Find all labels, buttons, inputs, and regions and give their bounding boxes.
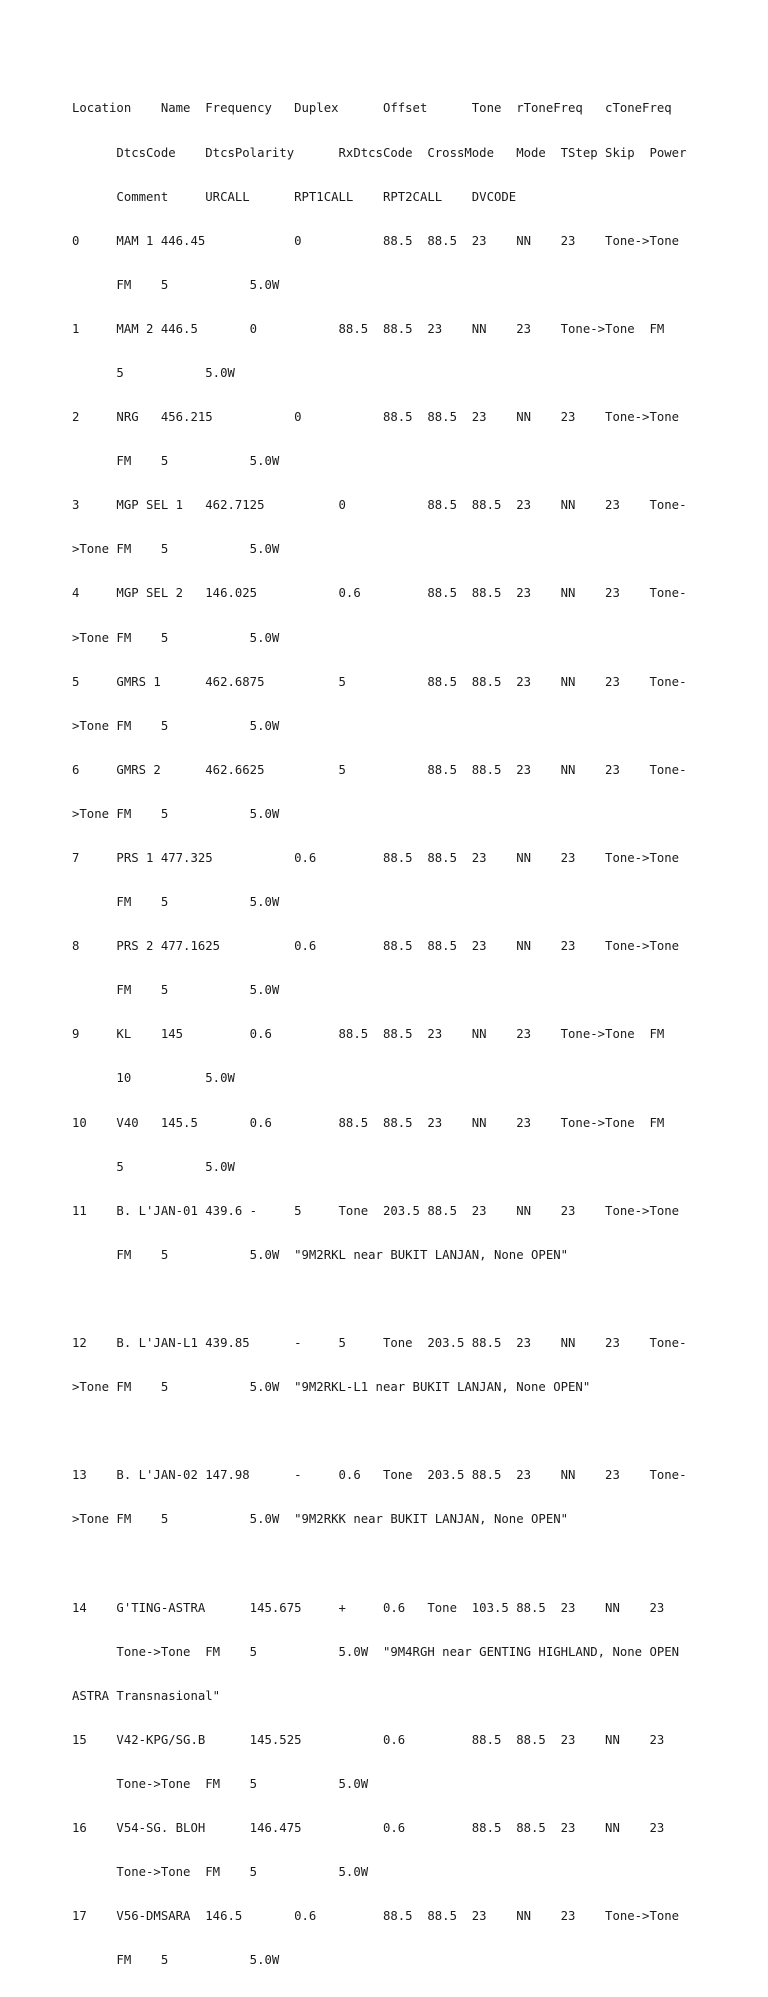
- channel-listing-text: [72, 72, 686, 1997]
- text-line: Location Name Frequency Duplex Offset Tone rToneFreq cToneFreq: [72, 101, 672, 116]
- text-line: 6 GMRS 2 462.6625 5 88.5 88.5 23 NN 23 Tone-: [72, 762, 687, 777]
- text-line: 13 B. L'JAN-02 147.98 - 0.6 Tone 203.5 88.5 23 NN 23 Tone-: [72, 1468, 687, 1483]
- text-line: 7 PRS 1 477.325 0.6 88.5 88.5 23 NN 23 Tone->Tone: [72, 851, 680, 865]
- text-line: FM 5 5.0W "9M2RKL near BUKIT LANJAN, None OPEN": [72, 1247, 569, 1262]
- text-line: 10 5.0W: [72, 1071, 235, 1086]
- text-line: 12 B. L'JAN-L1 439.85 - 5 Tone 203.5 88.5 23 NN 23 Tone-: [72, 1336, 687, 1351]
- text-line: 5 5.0W: [72, 1159, 235, 1174]
- text-line: FM 5 5.0W: [72, 277, 280, 292]
- text-line: 10 V40 145.5 0.6 88.5 88.5 23 NN 23 Tone->Tone FM: [72, 1115, 665, 1130]
- text-line: [72, 1292, 686, 1307]
- text-line: 5 GMRS 1 462.6875 5 88.5 88.5 23 NN 23 Tone-: [72, 674, 687, 689]
- text-line: 11 B. L'JAN-01 439.6 - 5 Tone 203.5 88.5 23 NN 23 Tone->Tone: [72, 1203, 680, 1218]
- text-line: FM 5 5.0W: [72, 454, 280, 469]
- text-line: 1 MAM 2 446.5 0 88.5 88.5 23 NN 23 Tone->Tone FM: [72, 321, 665, 336]
- text-line: 4 MGP SEL 2 146.025 0.6 88.5 88.5 23 NN 23 Tone-: [72, 586, 687, 601]
- text-line: >Tone FM 5 5.0W: [72, 806, 280, 821]
- text-line: 16 V54-SG. BLOH 146.475 0.6 88.5 88.5 23 NN 23: [72, 1821, 665, 1836]
- text-line: DtcsCode DtcsPolarity RxDtcsCode CrossMode Mode TStep Skip Power: [72, 145, 687, 160]
- text-line: FM 5 5.0W: [72, 1953, 280, 1968]
- text-line: Tone->Tone FM 5 5.0W: [72, 1776, 369, 1791]
- text-line: Tone->Tone FM 5 5.0W: [72, 1865, 369, 1880]
- text-line: 0 MAM 1 446.45 0 88.5 88.5 23 NN 23 Tone->Tone: [72, 233, 680, 248]
- text-line: 8 PRS 2 477.1625 0.6 88.5 88.5 23 NN 23 Tone->Tone: [72, 939, 680, 954]
- text-line: 15 V42-KPG/SG.B 145.525 0.6 88.5 88.5 23 NN 23: [72, 1732, 665, 1747]
- text-line: >Tone FM 5 5.0W: [72, 718, 280, 733]
- text-line: >Tone FM 5 5.0W "9M2RKK near BUKIT LANJAN, None OPEN": [72, 1512, 569, 1527]
- text-line: 2 NRG 456.215 0 88.5 88.5 23 NN 23 Tone->Tone: [72, 410, 680, 425]
- text-line: 5 5.0W: [72, 365, 235, 380]
- text-line: Tone->Tone FM 5 5.0W "9M4RGH near GENTING HIGHLAND, None OPEN: [72, 1644, 680, 1659]
- text-line: 17 V56-DMSARA 146.5 0.6 88.5 88.5 23 NN 23 Tone->Tone: [72, 1909, 680, 1924]
- text-line: >Tone FM 5 5.0W "9M2RKL-L1 near BUKIT LANJAN, None OPEN": [72, 1380, 591, 1395]
- text-line: FM 5 5.0W: [72, 895, 280, 910]
- text-line: 3 MGP SEL 1 462.7125 0 88.5 88.5 23 NN 23 Tone-: [72, 498, 687, 513]
- text-line: >Tone FM 5 5.0W: [72, 630, 280, 645]
- text-line: FM 5 5.0W: [72, 983, 280, 998]
- text-line: [72, 1424, 686, 1439]
- text-line: 14 G'TING-ASTRA 145.675 + 0.6 Tone 103.5 88.5 23 NN 23: [72, 1600, 665, 1615]
- text-line: Comment URCALL RPT1CALL RPT2CALL DVCODE: [72, 189, 517, 204]
- text-line: ASTRA Transnasional": [72, 1688, 221, 1703]
- text-line: >Tone FM 5 5.0W: [72, 542, 280, 557]
- text-line: [72, 1557, 686, 1572]
- text-line: 9 KL 145 0.6 88.5 88.5 23 NN 23 Tone->Tone FM: [72, 1027, 665, 1042]
